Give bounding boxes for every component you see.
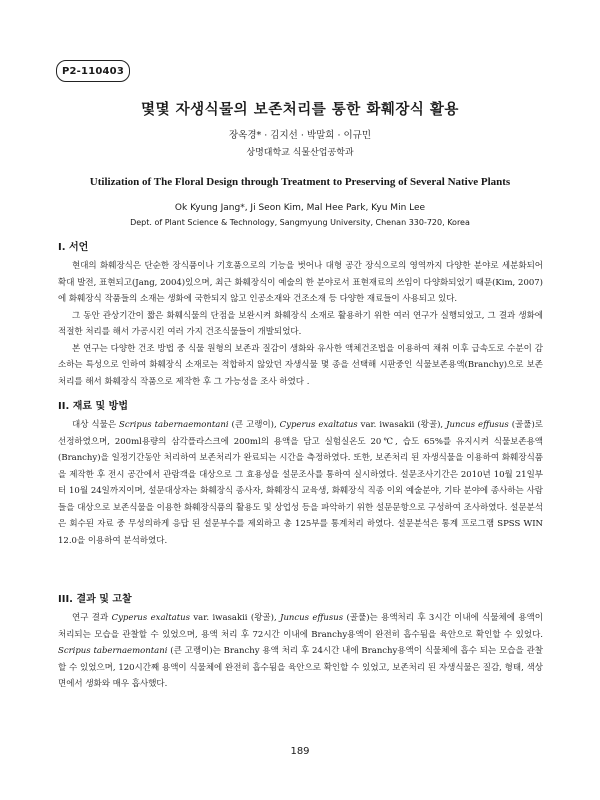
authors-english: Ok Kyung Jang*, Ji Seon Kim, Mal Hee Park, Kyu Min Lee: [174, 203, 426, 213]
text-run: var. iwasakii (왕골),: [190, 613, 281, 623]
section-results-body: [58, 610, 543, 693]
species-name: Juncus effusus: [280, 613, 344, 623]
text-run: (큰 고랭이),: [228, 420, 280, 430]
paragraph: [58, 417, 543, 549]
paragraph: 그 동안 관상기간이 짧은 화훼식물의 단점을 보완시켜 화훼장식 소재로 활용하기 위한 여러 연구가 실행되었고, 그 결과 생화에 적절한 처리를 해서 가공시킨 여러 가지 건조식물들이 개발되었다.: [58, 310, 543, 337]
section-methods-body: [58, 417, 543, 549]
species-name: Juncus effusus: [446, 420, 509, 430]
text-run: (골풀)는 용액처리 후 3시간 이내에 식물체에 용액이 처리되는 모습을 관찰할 수 있었으며, 용액 처리 후 72시간 이내에 Branchy용액이 완전히 흡수됨을 육안으로 확인할 수 있었다.: [58, 613, 543, 640]
paragraph: 본 연구는 다양한 건조 방법 중 식물 원형의 보존과 질감이 생화와 유사한 액체건조법을 이용하여 채취 이후 급속도로 수분이 감소하는 특성으로 인하여 화훼장식 소재로는 적합하지 않았던 자생식물 몇 종을 선택해 시판중인 식물보존용액(Branchy)으로 보존처리를 해서 화훼장식 작품으로 제작한 후 그 가능성을 조사 하였다 .: [58, 343, 543, 387]
title-english: Utilization of The Floral Design through Treatment to Preserving of Several Native Plants: [89, 176, 511, 188]
text-run: 대상 식물은: [72, 420, 120, 430]
authors-korean: 장옥경* · 김지선 · 박말희 · 이규민: [228, 130, 372, 141]
text-run: (큰 고랭이)는 Branchy 용액 처리 후 24시간 내에 Branchy용액이 식물체에 흡수 되는 모습을 관찰 할 수 있었으며, 120시간째 용액이 식물체에 완전히 흡수됨을 육안으로 확인할 수 있었고, 보존처리 된 자생식물은 질감, 형태, 색상 면에서 생화와 매우 흡사했다.: [58, 646, 543, 689]
species-name: Scripus tabernaemontani: [58, 646, 168, 656]
section-heading-results: III. 결과 및 고찰: [58, 594, 132, 605]
paragraph: 현대의 화훼장식은 단순한 장식품이나 기호품으로의 기능을 벗어나 대형 공간 장식으로의 영역까지 다양한 분야로 세분화되어 확대 발전, 표현되고(Jang, 2004)있으며, 최근 화훼장식이 예술의 한 분야로서 표현재료의 쓰임이 다양화되었기 때문(Kim, 2007)에 화훼장식 작품들의 소재는 생화에 국한되지 않고 인공소재와 건조소재 등 다양한 재료들이 사용되고 있다.: [58, 261, 543, 304]
paragraph: [58, 610, 543, 693]
affiliation-korean: 상명대학교 식물산업공학과: [246, 148, 354, 158]
text-run: var. iwasakii (왕골),: [357, 420, 447, 430]
section-heading-methods: II. 재료 및 방법: [58, 401, 128, 412]
affiliation-english: Dept. of Plant Science & Technology, Sangmyung University, Chenan 330-720, Korea: [130, 218, 470, 227]
title-korean: 몇몇 자생식물의 보존처리를 통한 화훼장식 활용: [141, 101, 459, 118]
page-number: 189: [290, 746, 310, 757]
species-name: Cyperus exaltatus: [111, 613, 190, 623]
species-name: Cyperus exaltatus: [279, 420, 358, 430]
species-name: Scripus tabernaemontani: [119, 420, 229, 430]
text-run: (골풀)로 선정하였으며, 200ml용량의 삼각플라스크에 200ml의 용액을 담고 실험실온도 20℃, 습도 65%를 유지시켜 식물보존용액(Branchy)을 일정기간동안 처리하여 보존처리가 완료되는 시간을 측정하였다. 또한, 보존처리 된 자생식물을 이용하여 화훼장식품을 제작한 후 전시 공간에서 관람객을 대상으로 그 효용성을 설문조사를 통하여 실시하였다. 설문조사기간은 2010년 10월 21일부터 10월 24일까지이며, 설문대상자는 화훼장식 종사자, 화훼장식 교육생, 화훼장식 직종 이외 예술분야, 기타 분야에 종사하는 사람들을 대상으로 보존식물을 이용한 화훼장식품의 활용도 및 상업성 등을 파악하기 위한 설문문항으로 구성하여 조사하였다. 설문분석은 회수된 자료 중 무성의하게 응답 된 설문부수를 제외하고 총 125부를 통계처리 하였다. 설문분석은 통계 프로그램 SPSS WIN 12.0을 이용하여 분석하였다.: [58, 420, 544, 546]
text-run: 연구 결과: [72, 613, 112, 623]
section-heading-introduction: I. 서언: [58, 242, 89, 253]
paper-id-badge: P2-110403: [56, 60, 130, 82]
section-introduction-body: [58, 258, 543, 390]
